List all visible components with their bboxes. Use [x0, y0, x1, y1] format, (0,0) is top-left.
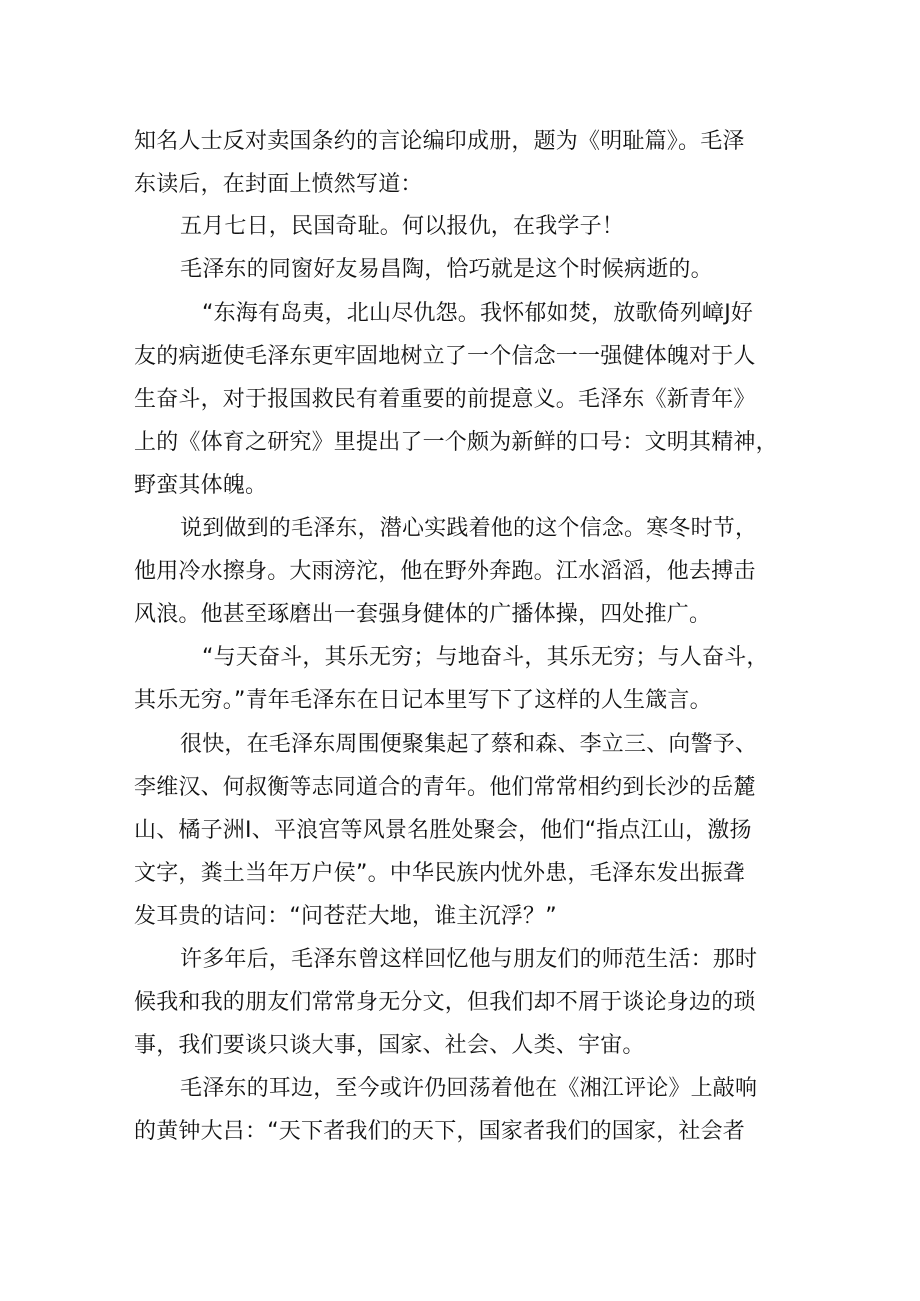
text-line: 毛泽东的同窗好友易昌陶，恰巧就是这个时候病逝的。 [180, 257, 713, 282]
text-line: “与天奋斗，其乐无穷；与地奋斗，其乐无穷；与人奋斗， [202, 645, 769, 670]
text-line: 发耳贵的诘问：“问苍茫大地，谁主沉浮？” [134, 904, 557, 929]
text-line: 其乐无穷。”青年毛泽东在日记本里写下了这样的人生箴言。 [134, 688, 712, 713]
text-line: 风浪。他甚至琢磨出一套强身健体的广播体操，四处推广。 [134, 602, 712, 627]
text-line: 生奋斗，对于报国救民有着重要的前提意义。毛泽东《新青年》 [134, 387, 756, 412]
text-line: 上的《体育之研究》里提出了一个颇为新鲜的口号：文明其精神， [134, 430, 778, 455]
text-line: 很快，在毛泽东周围便聚集起了蔡和森、李立三、向警予、 [180, 732, 758, 757]
text-line: 候我和我的朋友们常常身无分文，但我们却不屑于谈论身边的琐 [134, 990, 756, 1015]
text-line: 五月七日，民国奇耻。何以报仇，在我学子！ [180, 214, 625, 239]
text-line: 山、橘子洲I、平浪宫等风景名胜处聚会，他们“指点江山，激扬 [134, 818, 752, 843]
text-line: 的黄钟大吕：“天下者我们的天下，国家者我们的国家，社会者 [134, 1119, 745, 1144]
text-line: 李维汉、何叔衡等志同道合的青年。他们常常相约到长沙的岳麓 [134, 775, 756, 800]
text-line: 说到做到的毛泽东，潜心实践着他的这个信念。寒冬时节， [180, 516, 758, 541]
text-line: 许多年后，毛泽东曾这样回忆他与朋友们的师范生活：那时 [180, 947, 758, 972]
text-line: 东读后，在封面上愤然写道： [134, 172, 423, 197]
text-line: 毛泽东的耳边，至今或许仍回荡着他在《湘江评论》上敲响 [180, 1076, 758, 1101]
text-line: 野蛮其体魄。 [134, 473, 268, 498]
text-line: 事，我们要谈只谈大事，国家、社会、人类、宇宙。 [134, 1033, 645, 1058]
text-line: 文字，粪土当年万户侯”。中华民族内忧外患，毛泽东发出振聋 [134, 861, 745, 886]
text-line: 知名人士反对卖国条约的言论编印成册，题为《明耻篇》。毛泽 [134, 129, 745, 154]
text-line: 他用冷水擦身。大雨滂沱，他在野外奔跑。江水滔滔，他去搏击 [134, 559, 756, 584]
text-line: 友的病逝使毛泽东更牢固地树立了一个信念一一强健体魄对于人 [134, 344, 756, 369]
text-line: “东海有岛夷，北山尽仇怨。我怀郁如焚，放歌倚列嶂J好 [202, 301, 754, 326]
